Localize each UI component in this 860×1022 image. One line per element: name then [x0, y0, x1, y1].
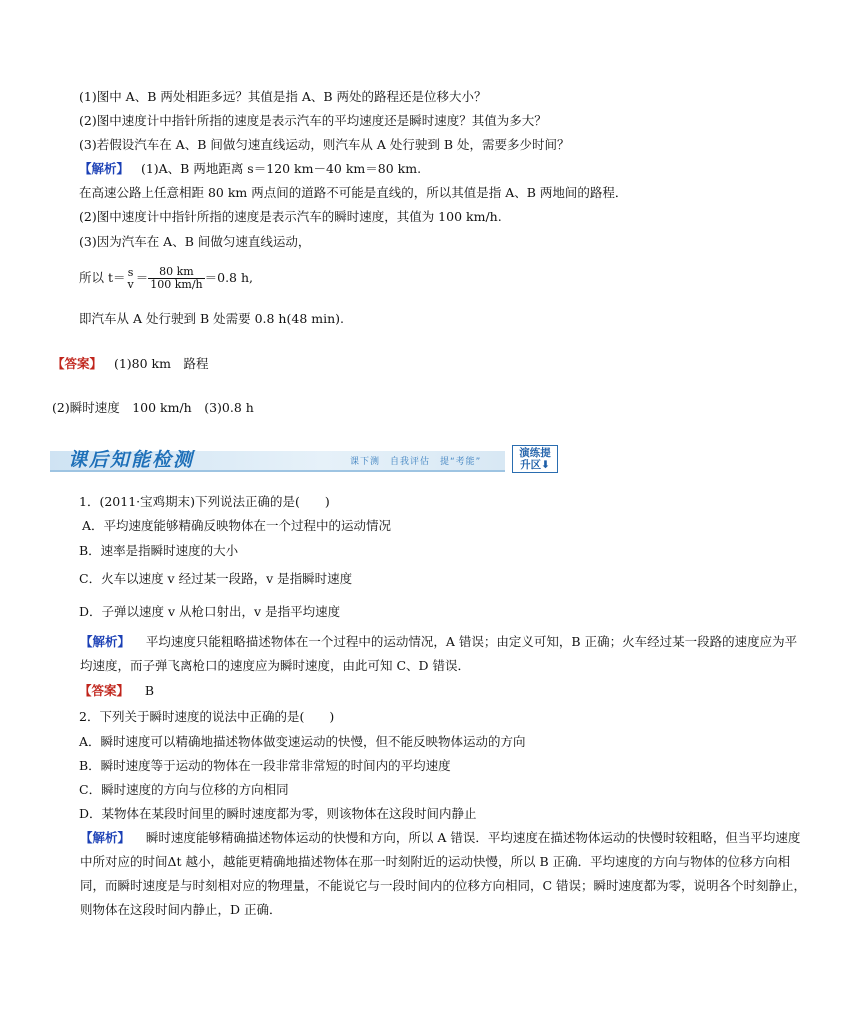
q1-analysis-text: 平均速度只能粗略描述物体在一个过程中的运动情况，A 错误；由定义可知，B 正确；火车经过某一段路的速度应为平均速度，而子弹飞离枪口的速度应为瞬时速度，由此可知 C、D 错误． [80, 634, 798, 673]
q1-option-d: D．子弹以速度 v 从枪口射出，v 是指平均速度 [79, 604, 341, 619]
q1-answer [79, 683, 154, 699]
example-answer-2: (2)瞬时速度 100 km/h (3)0.8 h [52, 400, 254, 415]
formula-result: ＝0.8 h, [204, 270, 254, 285]
formula-s-over-v: s v [127, 265, 134, 291]
q2-option-b: B．瞬时速度等于运动的物体在一段非常非常短的时间内的平均速度 [79, 758, 451, 773]
q1-option-a: A．平均速度能够精确反映物体在一个过程中的运动情况 [82, 518, 392, 533]
q1-option-c: C．火车以速度 v 经过某一段路，v 是指瞬时速度 [79, 571, 353, 586]
analysis-tag: 【解析】 [79, 161, 130, 176]
formula-fraction: $\frac{80 km}{100 km/h}$ [150, 265, 203, 291]
q1-answer-tag: 【答案】 [79, 683, 130, 698]
formula-equals: ＝ [135, 270, 149, 285]
q1-analysis-tag: 【解析】 [80, 634, 131, 649]
section-banner [50, 445, 562, 475]
q2-option-c: C．瞬时速度的方向与位移的方向相同 [79, 782, 289, 797]
example-question-3: (3)若假设汽车在 A、B 间做匀速直线运动，则汽车从 A 处行驶到 B 处，需要多少时间？ [79, 137, 570, 152]
q2-stem: 2．下列关于瞬时速度的说法中正确的是( ) [79, 709, 335, 724]
example-analysis-line-5: 即汽车从 A 处行驶到 B 处需要 0.8 h(48 min). [79, 311, 344, 326]
banner-box [512, 445, 558, 473]
q2-option-d: D．某物体在某段时间里的瞬时速度都为零，则该物体在这段时间内静止 [79, 806, 477, 821]
example-analysis-line-2: 在高速公路上任意相距 80 km 两点间的道路不可能是直线的，所以其值是指 A、B 两地间的路程． [79, 185, 628, 200]
banner-title: 课后知能检测 [68, 449, 195, 471]
answer-tag: 【答案】 [52, 356, 103, 371]
q2-option-a: A．瞬时速度可以精确地描述物体做变速运动的快慢，但不能反映物体运动的方向 [79, 734, 526, 749]
q1-answer-text: B [144, 683, 155, 698]
formula-prefix: 所以 t＝ [79, 270, 126, 285]
q2-analysis-tag: 【解析】 [80, 830, 131, 845]
banner-box-line-1: 演练提 [519, 447, 551, 459]
example-question-1: (1)图中 A、B 两处相距多远？其值是指 A、B 两处的路程还是位移大小？ [79, 89, 487, 104]
example-analysis-line-1 [79, 161, 421, 177]
q1-option-b: B．速率是指瞬时速度的大小 [79, 543, 239, 558]
q1-stem: 1．(2011·宝鸡期末)下列说法正确的是( ) [79, 494, 330, 509]
example-answer [52, 356, 208, 372]
example-formula [79, 264, 253, 292]
example-analysis-line-3: (2)图中速度计中指针所指的速度是表示汽车的瞬时速度，其值为 100 km/h. [79, 209, 502, 224]
banner-slogan: 课下测 自我评估 提“考能” [350, 457, 482, 467]
analysis-text: (1)A、B 两地距离 s＝120 km－40 km＝80 km. [140, 161, 422, 176]
q1-analysis [80, 630, 808, 678]
q2-analysis-text: 瞬时速度能够精确描述物体运动的快慢和方向，所以 A 错误．平均速度在描述物体运动的快慢时较粗略，但当平均速度中所对应的时间Δt 越小，越能更精确地描述物体在那一时刻附近的运动快慢，所以 B 正确．平均速度的方向与物体的位移方向相同，而瞬时速度是与时刻相对应的物理量，不能说它与一段时间内的位移方向相同，C 错误；瞬时速度都为零，说明各个时刻静止，则物体在这段时间内静止，D 正确． [80, 830, 807, 917]
banner-box-line-2: 升区⬇ [520, 459, 550, 471]
example-analysis-line-4: (3)因为汽车在 A、B 间做匀速直线运动， [79, 234, 311, 249]
q2-analysis [80, 826, 808, 922]
example-question-2: (2)图中速度计中指针所指的速度是表示汽车的平均速度还是瞬时速度？其值为多大？ [79, 113, 547, 128]
answer-text: (1)80 km 路程 [113, 356, 209, 371]
